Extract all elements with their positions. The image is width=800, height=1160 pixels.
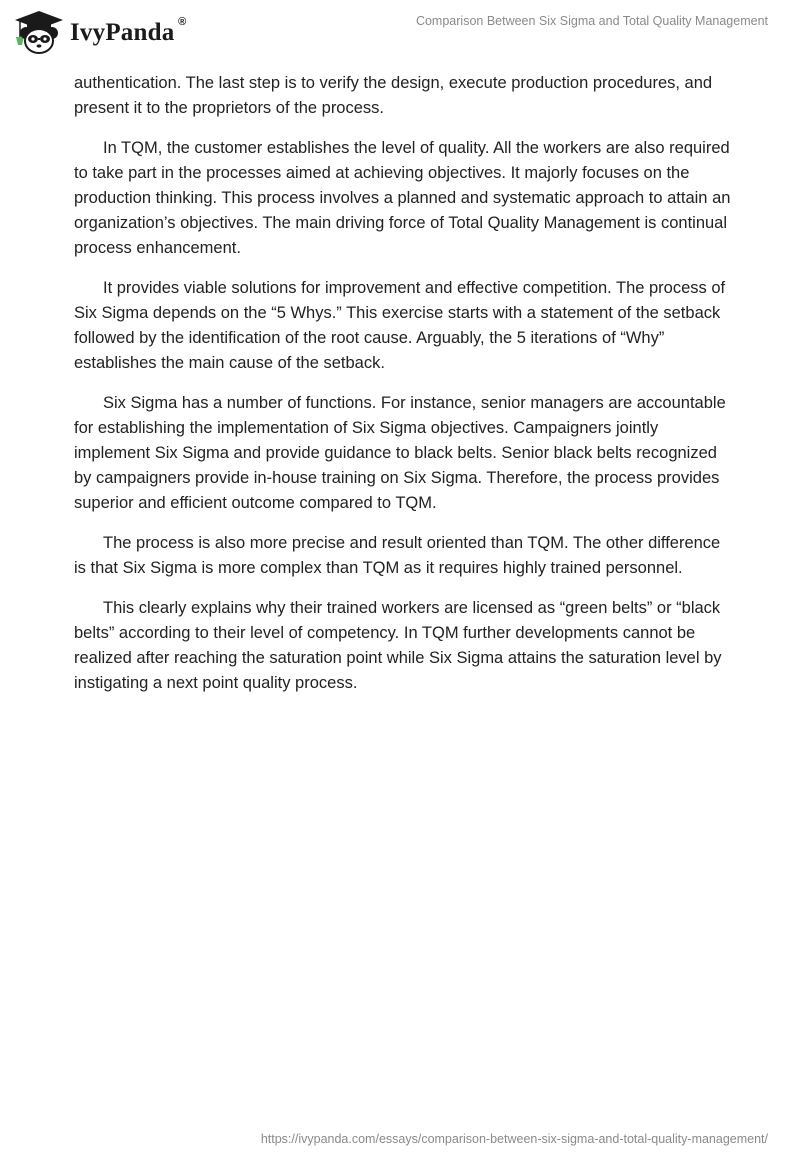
paragraph: This clearly explains why their trained workers are licensed as “green belts” or “black belts” according to their level of competency. In TQM further developments cannot be realized after reaching the saturation point while Six Sigma attains the saturation level by instigating a next point quality process.	[74, 599, 722, 692]
panda-graduate-icon	[13, 9, 65, 55]
paragraph: The process is also more precise and result oriented than TQM. The other difference is that Six Sigma is more complex than TQM as it requires highly trained personnel.	[74, 534, 721, 577]
document-title: Comparison Between Six Sigma and Total Quality Management	[415, 14, 768, 28]
paragraph: authentication. The last step is to verify the design, execute production procedures, and present it to the proprietors of the process.	[74, 74, 713, 117]
paragraph: Six Sigma has a number of functions. For instance, senior managers are accountable for establishing the implementation of Six Sigma objectives. Campaigners jointly implement Six Sigma and provide guidance to black belts. Senior black belts recognized by campaigners provide in-house training on Six Sigma. Therefore, the process provides superior and efficient outcome compared to TQM.	[74, 394, 726, 512]
brand-logo[interactable]	[13, 8, 187, 56]
brand-name: IvyPanda ®	[70, 16, 187, 46]
registered-mark: ®	[178, 16, 187, 28]
paragraph: In TQM, the customer establishes the level of quality. All the workers are also required to take part in the processes aimed at achieving objectives. It majorly focuses on the production thinking. This process involves a planned and systematic approach to attain an organization’s objectives. The main driving force of Total Quality Management is continual process enhancement.	[74, 139, 731, 257]
essay-body	[74, 71, 734, 711]
source-url-link[interactable]: https://ivypanda.com/essays/comparison-between-six-sigma-and-total-quality-management/	[260, 1132, 768, 1146]
paragraph: It provides viable solutions for improvement and effective competition. The process of Six Sigma depends on the “5 Whys.” This exercise starts with a statement of the setback followed by the identification of the root cause. Arguably, the 5 iterations of “Why” establishes the main cause of the setback.	[74, 279, 726, 372]
